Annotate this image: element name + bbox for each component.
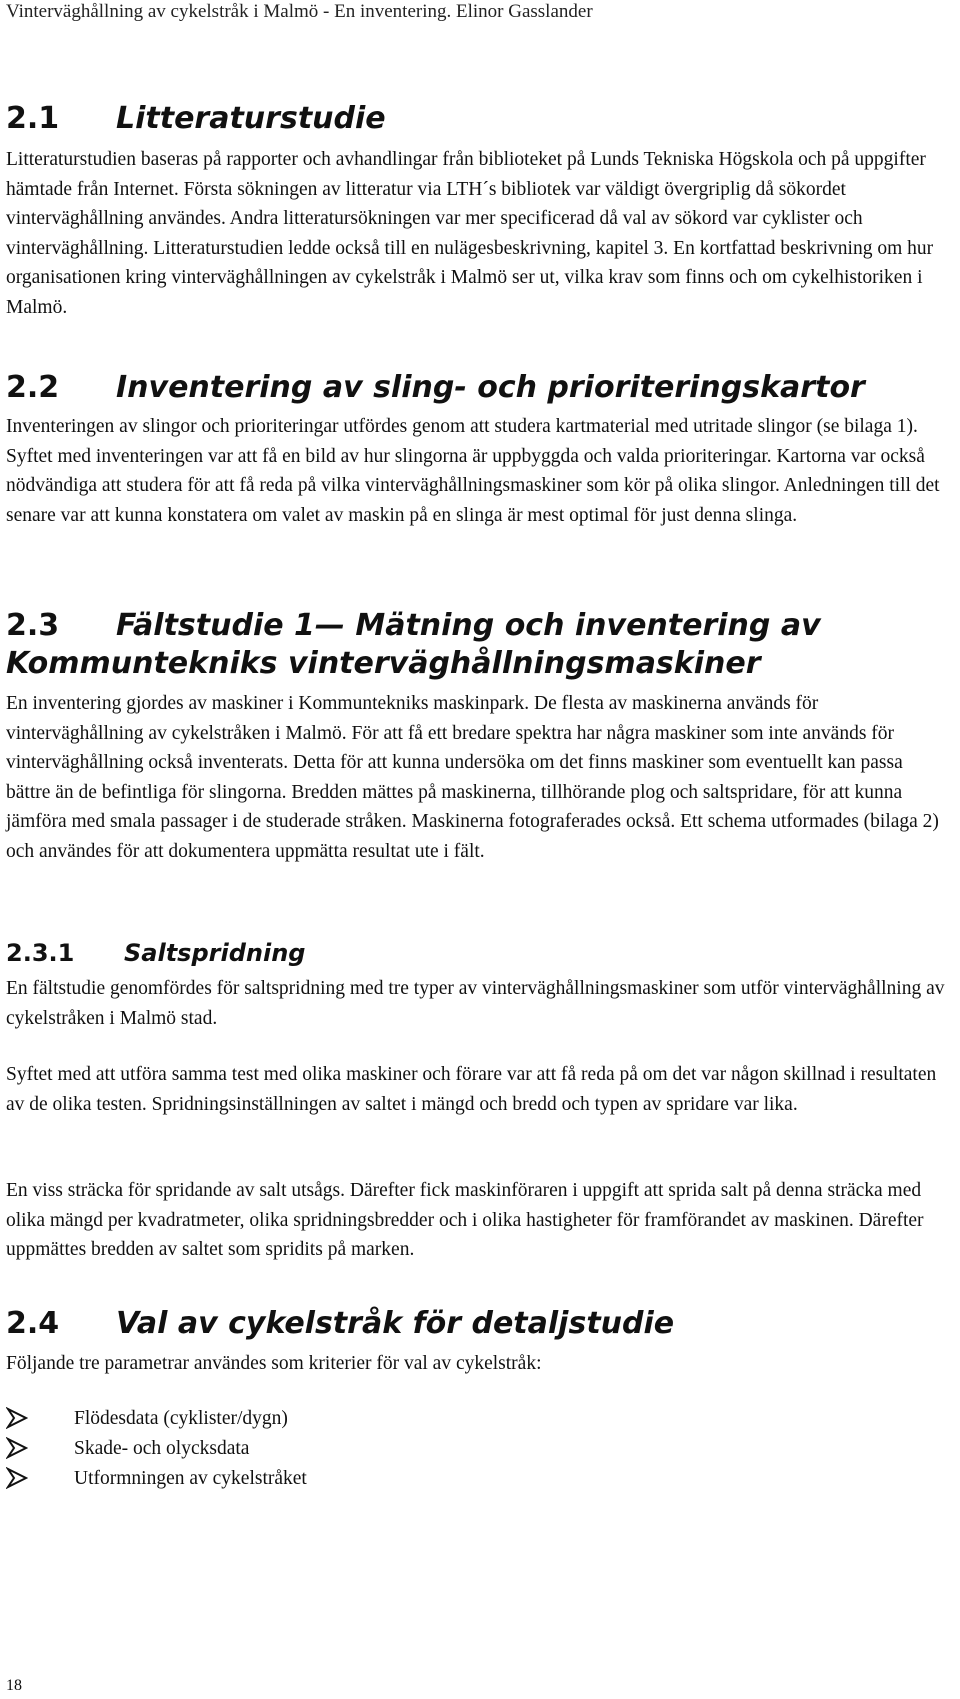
list-item: [6, 1434, 906, 1464]
page-number: 18: [6, 1677, 22, 1694]
section-2-3-heading: [6, 607, 821, 645]
section-2-3-paragraph: En inventering gjordes av maskiner i Kommuntekniks maskinpark. De flesta av maskinerna används för vinterväghållning av cykelstråken i Malmö. För att få ett bredare spektra har några maskiner som inte används för vinterväghållning också inventerats. Detta för att kunna undersöka om det finns maskiner som eventuellt kan passa bättre än de befintliga för slingorna. Bredden mättes på maskinerna, tillhörande plog och saltspridare, för att kunna jämföra med smala passager i de studerade stråken. Maskinerna fotograferades också. Ett schema utformades (bilaga 2) och användes för att dokumentera uppmätta resultat ute i fält.: [6, 693, 939, 862]
section-2-3-1-heading: [6, 938, 305, 968]
section-number: 2.1: [6, 101, 60, 136]
arrow-bullet-icon: [6, 1437, 28, 1459]
list-item: [6, 1404, 906, 1434]
arrow-bullet-icon: [6, 1467, 28, 1489]
section-number: 2.4: [6, 1306, 60, 1341]
section-2-3-1-paragraph-3: En viss sträcka för spridande av salt utsågs. Därefter fick maskinföraren i uppgift att sprida salt på denna sträcka med olika mängd per kvadratmeter, olika spridningsbredder och i olika hastigheter för framförandet av maskinen. Därefter uppmättes bredden av saltet som spridits på marken.: [6, 1180, 924, 1260]
list-item-label: Flödesdata (cyklister/dygn): [74, 1408, 288, 1429]
criteria-list: [6, 1404, 906, 1494]
running-header: Vinterväghållning av cykelstråk i Malmö - En inventering. Elinor Gasslander: [6, 1, 593, 22]
section-2-2-heading: [6, 369, 865, 407]
list-item: [6, 1464, 906, 1494]
section-title: Val av cykelstråk för detaljstudie: [116, 1306, 675, 1341]
section-title-line1: Fältstudie 1— Mätning och inventering av: [116, 608, 821, 643]
section-title: Saltspridning: [124, 939, 306, 967]
list-item-label: Utformningen av cykelstråket: [74, 1468, 307, 1489]
arrow-bullet-icon: [6, 1407, 28, 1429]
section-2-3-1-paragraph-1: En fältstudie genomfördes för saltspridning med tre typer av vinterväghållningsmaskiner som utför vinterväghållning av cykelstråken i Malmö stad.: [6, 978, 945, 1029]
section-title: Litteraturstudie: [116, 101, 386, 136]
section-2-4-paragraph: Följande tre parametrar användes som kriterier för val av cykelstråk:: [6, 1353, 542, 1374]
section-2-1-heading: [6, 100, 386, 138]
list-item-label: Skade- och olycksdata: [74, 1438, 250, 1459]
section-title: Inventering av sling- och prioriteringskartor: [116, 370, 865, 405]
section-2-2-paragraph: Inventeringen av slingor och prioriteringar utfördes genom att studera kartmaterial med utritade slingor (se bilaga 1). Syftet med inventeringen var att få en bild av hur slingorna är uppbyggda och valda prioriteringar. Kartorna var också nödvändiga att studera för att få reda på vilka vinterväghållningsmaskiner som kör på olika slingor. Anledningen till det senare var att kunna konstatera om valet av maskin på en slinga är mest optimal för just denna slinga.: [6, 416, 940, 526]
section-number: 2.2: [6, 370, 60, 405]
section-2-3-heading-line2: [6, 645, 761, 683]
section-title-line2: Kommuntekniks vinterväghållningsmaskiner: [6, 646, 761, 681]
section-2-1-paragraph: Litteraturstudien baseras på rapporter och avhandlingar från biblioteket på Lunds Tekniska Högskola och på uppgifter hämtade från Internet. Första sökningen av litteratur via LTH´s bibliotek var väldigt övergriplig då sökordet vinterväghållning användes. Andra litteratursökningen var mer specificerad då val av sökord var cyklister och vinterväghållning. Litteraturstudien ledde också till en nulägesbeskrivning, kapitel 3. En kortfattad beskrivning om hur organisationen kring vinterväghållningen av cykelstråk i Malmö ser ut, vilka krav som finns och om cykelhistoriken i Malmö.: [6, 149, 934, 318]
section-number: 2.3: [6, 608, 60, 643]
section-number: 2.3.1: [6, 939, 75, 967]
section-2-3-1-paragraph-2: Syftet med att utföra samma test med olika maskiner och förare var att få reda på om det var någon skillnad i resultaten av de olika testen. Spridningsinställningen av saltet i mängd och bredd och typen av spridare var lika.: [6, 1064, 937, 1115]
section-2-4-heading: [6, 1305, 674, 1343]
